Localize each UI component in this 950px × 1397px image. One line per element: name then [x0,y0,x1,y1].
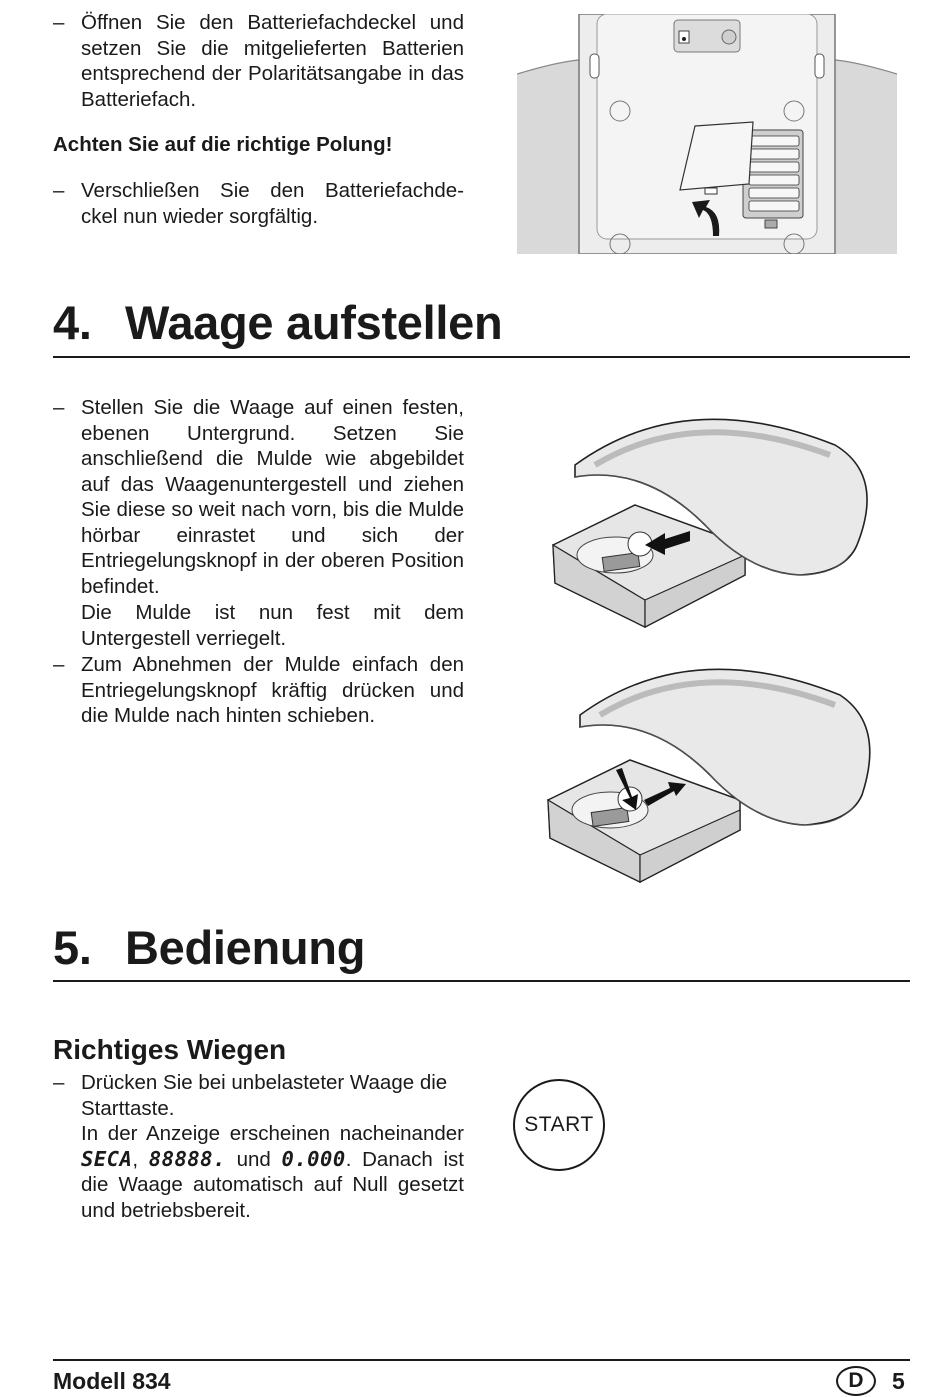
section-5-rule [53,980,910,982]
battery-step-open [53,10,464,112]
section-5-title: Bedienung [125,921,366,974]
section-4-rule [53,356,910,358]
setup-step-place-note: Die Mulde ist nun fest mit dem Untergestell verriegelt. [81,601,464,650]
setup-step-remove [53,652,464,729]
weighing-step-start [53,1070,464,1223]
weighing-display-intro: In der Anzeige erscheinen nacheinander [81,1122,464,1145]
display-zero: 0.000 [281,1146,346,1171]
section-4-heading [53,297,502,349]
section-5-heading [53,922,365,974]
bullet-dash: – [53,179,65,202]
start-button-label: START [524,1113,594,1136]
display-88888: 88888. [148,1146,226,1171]
section-5-number: 5. [53,921,92,974]
weighing-step-start-b: In der Anzeige erscheinen nacheinander SECA, 88888. und 0.000. Danach ist die Waage automatisch auf Null gesetzt und betriebsbereit. [81,1122,464,1222]
page-number: 5 [892,1367,905,1394]
footer-rule [53,1359,910,1361]
weighing-step-start-a: Drücken Sie bei unbelasteter Waage die Starttaste. [81,1071,448,1120]
section-4-title: Waage aufstellen [125,296,503,349]
battery-step-close [53,178,464,229]
battery-polarity-warning: Achten Sie auf die richtige Polung! [53,133,393,156]
setup-step-place-text: Stellen Sie die Waage auf einen festen, ebenen Untergrund. Setzen Sie anschließend die Mulde wie abgebildet auf das Waagenuntergestell und ziehen Sie diese so weit nach vorn, bis die Mulde hörbar einrastet und sich der Entriegelungsknopf in der oberen Position befindet. [81,396,464,598]
setup-step-place [53,395,464,651]
footer-model: Modell 834 [53,1368,171,1394]
display-seca: SECA [81,1146,133,1171]
battery-step-close-line2: ckel nun wieder sorgfältig. [81,204,319,228]
country-badge: D [836,1366,876,1396]
bullet-dash: – [53,1071,65,1094]
footer-page [836,1366,905,1396]
battery-step-open-text: Öffnen Sie den Batteriefachdeckel und setzen Sie die mitgelieferten Batterien entsprechend der Polaritätsangabe in das Batteriefach. [81,11,464,111]
weighing-subtitle: Richtiges Wiegen [53,1034,287,1065]
start-button[interactable] [513,1079,605,1171]
section-4-number: 4. [53,296,92,349]
setup-step-remove-text: Zum Abnehmen der Mulde einfach den Entriegelungsknopf kräftig drücken und die Mulde nach hinten schieben. [81,653,464,727]
weighing-word-und: und [236,1147,271,1171]
bullet-dash: – [53,653,65,676]
battery-compartment-illustration [517,14,897,254]
weighing-display-outro: . Danach ist die Waage automatisch auf Null gesetzt und betriebsbereit. [81,1147,464,1222]
battery-step-close-text [81,178,464,229]
battery-step-close-line1: Verschließen Sie den Batteriefachde- [81,179,464,202]
bullet-dash: – [53,11,65,34]
bullet-dash: – [53,396,65,419]
scale-release-illustration [540,660,880,890]
scale-mount-illustration [545,405,885,635]
